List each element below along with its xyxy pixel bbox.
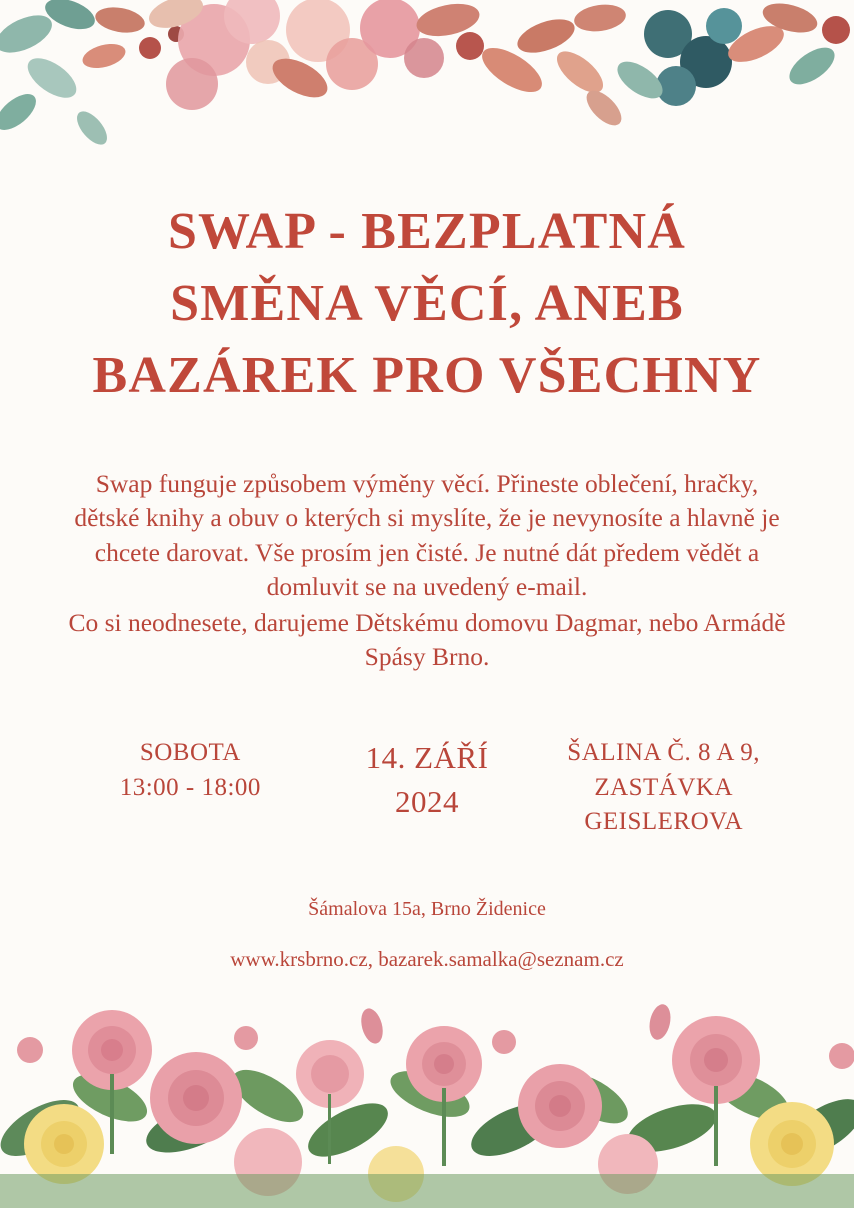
- description-paragraph-1: Swap funguje způsobem výměny věcí. Přineste oblečení, hračky, dětské knihy a obuv o kterých si myslíte, že je nevynosíte a hlavně je chcete darovat. Vše prosím jen čisté. Je nutné dát předem vědět a domluvit se na uvedený e-mail.: [74, 469, 780, 601]
- page-title: [48, 196, 806, 411]
- detail-date: [309, 736, 546, 824]
- detail-stop-name: GEISLEROVA: [584, 808, 744, 836]
- event-details: [72, 736, 782, 840]
- detail-time: 13:00 - 18:00: [119, 773, 261, 801]
- floral-bottom-decoration: [0, 978, 854, 1208]
- detail-tram-lines: ŠALINA Č. 8 A 9,: [567, 739, 761, 767]
- venue-address: Šámalova 15a, Brno Židenice: [308, 897, 546, 920]
- detail-stop-label: ZASTÁVKA: [594, 773, 734, 801]
- detail-date-year: 2024: [395, 784, 459, 820]
- detail-day: SOBOTA: [139, 739, 241, 767]
- detail-transport: [545, 736, 782, 840]
- poster-content: [0, 196, 854, 972]
- detail-day-time: [72, 736, 309, 805]
- detail-date-day-month: 14. ZÁŘÍ: [365, 740, 489, 776]
- floral-top-decoration: [0, 0, 854, 170]
- title-line-1: SWAP - BEZPLATNÁ: [167, 203, 687, 260]
- contact-info[interactable]: www.krsbrno.cz, bazarek.samalka@seznam.cz: [230, 946, 624, 971]
- description: [67, 467, 787, 674]
- title-line-2: SMĚNA VĚCÍ, ANEB: [170, 274, 684, 332]
- title-line-3: BAZÁREK PRO VŠECHNY: [92, 346, 762, 404]
- description-paragraph-2: Co si neodnesete, darujeme Dětskému domovu Dagmar, nebo Armádě Spásy Brno.: [68, 607, 786, 672]
